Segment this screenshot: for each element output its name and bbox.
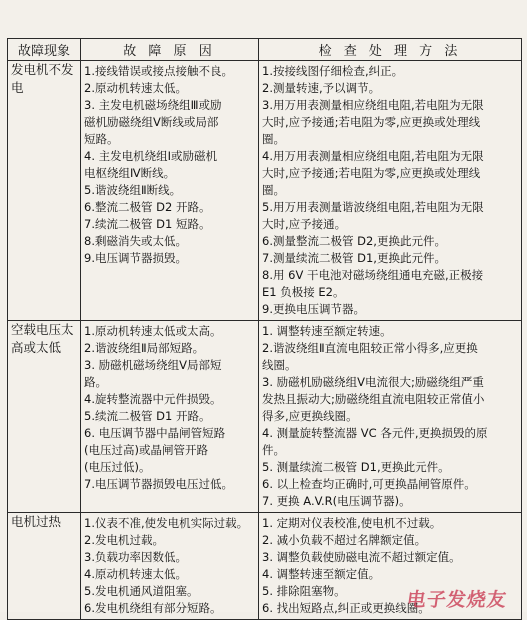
cause-cell-line: 7.电压调节器损毁电压过低。 xyxy=(84,477,233,491)
cause-cell-line: 2.原动机转速太低。 xyxy=(84,81,187,95)
header-cause: 故 障 原 因 xyxy=(81,39,259,61)
table-row xyxy=(8,321,522,513)
method-cell-line: 3.用万用表测量相应绕组电阻,若电阻为无限 xyxy=(262,98,484,112)
cause-cell-line: 磁机励磁绕组Ⅴ断线或局部 xyxy=(84,115,219,129)
cause-cell-line: 3. 励磁机磁场绕组Ⅴ局部短 xyxy=(84,358,222,372)
method-cell-line: 大时,应予接通;若电阻为零,应更换或处理线 xyxy=(262,166,481,180)
method-cell-line: 8.用 6V 干电池对磁场绕组通电充磁,正极接 xyxy=(262,268,484,282)
method-cell-line: 大时,应予接通。 xyxy=(262,217,347,231)
method-cell-line: 4. 测量旋转整流器 VC 各元件,更换损毁的原 xyxy=(262,426,488,440)
symptom-cell-line: 高或太低 xyxy=(11,340,62,355)
cause-cell-line: 4.旋转整流器中元件损毁。 xyxy=(84,392,222,406)
method-cell-line: 6. 以上检查均正确时,可更换晶闸管原件。 xyxy=(262,477,476,491)
method-cell-line: 2. 减小负载不超过名牌额定值。 xyxy=(262,533,427,547)
method-cell-line: 7. 更换 A.V.R(电压调节器)。 xyxy=(262,494,411,508)
cause-cell xyxy=(81,321,259,513)
method-cell-line: 大时,应予接通;若电阻为零,应更换或处理线 xyxy=(262,115,481,129)
method-cell-line: 3. 调整负载使励磁电流不超过额定值。 xyxy=(262,550,461,564)
cause-cell-line: 5.续流二极管 D1 开路。 xyxy=(84,409,211,423)
method-cell-line: 1. 定期对仪表校准,使电机不过载。 xyxy=(262,516,442,530)
method-cell-line: 7.测量续流二极管 D1,更换此元件。 xyxy=(262,251,446,265)
method-cell-line: 件。 xyxy=(262,443,285,457)
cause-cell-line: 6.整流二极管 D2 开路。 xyxy=(84,200,211,214)
cause-cell-line: 电枢绕组Ⅳ断线。 xyxy=(84,166,176,180)
method-cell-line: 4.用万用表测量相应绕组电阻,若电阻为无限 xyxy=(262,149,484,163)
method-cell-line: 得多,应更换线圈。 xyxy=(262,409,358,423)
cause-cell-line: 3. 主发电机磁场绕组Ⅲ或励 xyxy=(84,98,222,112)
cause-cell-line: 9.电压调节器损毁。 xyxy=(84,251,187,265)
header-symptom: 故障现象 xyxy=(8,39,81,61)
watermark-logo: 电子发烧友 xyxy=(405,589,509,611)
cause-cell-line: 5.发电机通风道阻塞。 xyxy=(84,584,199,598)
method-cell-line: 5. 测量续流二极管 D1,更换此元件。 xyxy=(262,460,450,474)
symptom-cell-line: 空载电压太 xyxy=(11,322,74,337)
method-cell-line: 发热且振动大;励磁绕组直流电阻较正常值小 xyxy=(262,392,485,406)
method-cell-line: 6.测量整流二极管 D2,更换此元件。 xyxy=(262,234,446,248)
method-cell-line: 5.用万用表测量谐波绕组电阻,若电阻为无限 xyxy=(262,200,484,214)
symptom-cell-line: 电机过热 xyxy=(11,514,62,529)
symptom-cell xyxy=(8,513,81,620)
method-cell-line: 1. 调整转速至额定转速。 xyxy=(262,324,392,338)
fault-table xyxy=(7,38,522,620)
cause-cell-line: 6.发电机绕组有部分短路。 xyxy=(84,601,222,615)
cause-cell-line: 2.谐波绕组Ⅱ局部短路。 xyxy=(84,341,205,355)
method-cell-line: 6. 找出短路点,纠正或更换线圈。 xyxy=(262,601,430,615)
table-row xyxy=(8,61,522,321)
method-cell-line: 线圈。 xyxy=(262,358,297,372)
method-cell-line: 圈。 xyxy=(262,183,285,197)
cause-cell-line: (电压过低)。 xyxy=(84,460,151,474)
header-method: 检 查 处 理 方 法 xyxy=(259,39,522,61)
cause-cell-line: 7.续流二极管 D1 短路。 xyxy=(84,217,211,231)
method-cell-line: 5. 排除阻塞物。 xyxy=(262,584,346,598)
symptom-cell-line: 电 xyxy=(11,80,24,95)
method-cell-line: 4. 调整转速至额定值。 xyxy=(262,567,381,581)
method-cell-line: E1 负极接 E2。 xyxy=(262,285,345,299)
cause-cell-line: 2.发电机过载。 xyxy=(84,533,164,547)
cause-cell-line: 1.原动机转速太低或太高。 xyxy=(84,324,222,338)
symptom-cell xyxy=(8,61,81,321)
method-cell-line: 2.谐波绕组Ⅱ直流电阻较正常小得多,应更换 xyxy=(262,341,478,355)
method-cell-line: 1.按接线图仔细检查,纠正。 xyxy=(262,64,404,78)
method-cell xyxy=(259,61,522,321)
cause-cell xyxy=(81,61,259,321)
cause-cell-line: 6. 电压调节器中晶闸管短路 xyxy=(84,426,226,440)
symptom-cell-line: 发电机不发 xyxy=(11,62,74,77)
cause-cell-line: 8.剩磁消失或太低。 xyxy=(84,234,187,248)
method-cell-line: 9.更换电压调节器。 xyxy=(262,302,365,316)
cause-cell-line: 1.接线错误或接点接触不良。 xyxy=(84,64,233,78)
method-cell xyxy=(259,321,522,513)
symptom-cell xyxy=(8,321,81,513)
method-cell-line: 圈。 xyxy=(262,132,285,146)
cause-cell-line: 短路。 xyxy=(84,132,119,146)
method-cell-line: 2.测量转速,予以调节。 xyxy=(262,81,381,95)
cause-cell-line: (电压过高)或晶闸管开路 xyxy=(84,443,208,457)
header-row xyxy=(8,39,522,61)
cause-cell-line: 5.谐波绕组Ⅱ断线。 xyxy=(84,183,182,197)
cause-cell-line: 4.原动机转速太低。 xyxy=(84,567,187,581)
cause-cell-line: 4. 主发电机绕组Ⅰ或励磁机 xyxy=(84,149,218,163)
cause-cell xyxy=(81,513,259,620)
cause-cell-line: 3.负载功率因数低。 xyxy=(84,550,187,564)
cause-cell-line: 1.仪表不准,使发电机实际过载。 xyxy=(84,516,249,530)
cause-cell-line: 路。 xyxy=(84,375,107,389)
method-cell-line: 3. 励磁机励磁绕组Ⅴ电流很大;励磁绕组严重 xyxy=(262,375,484,389)
